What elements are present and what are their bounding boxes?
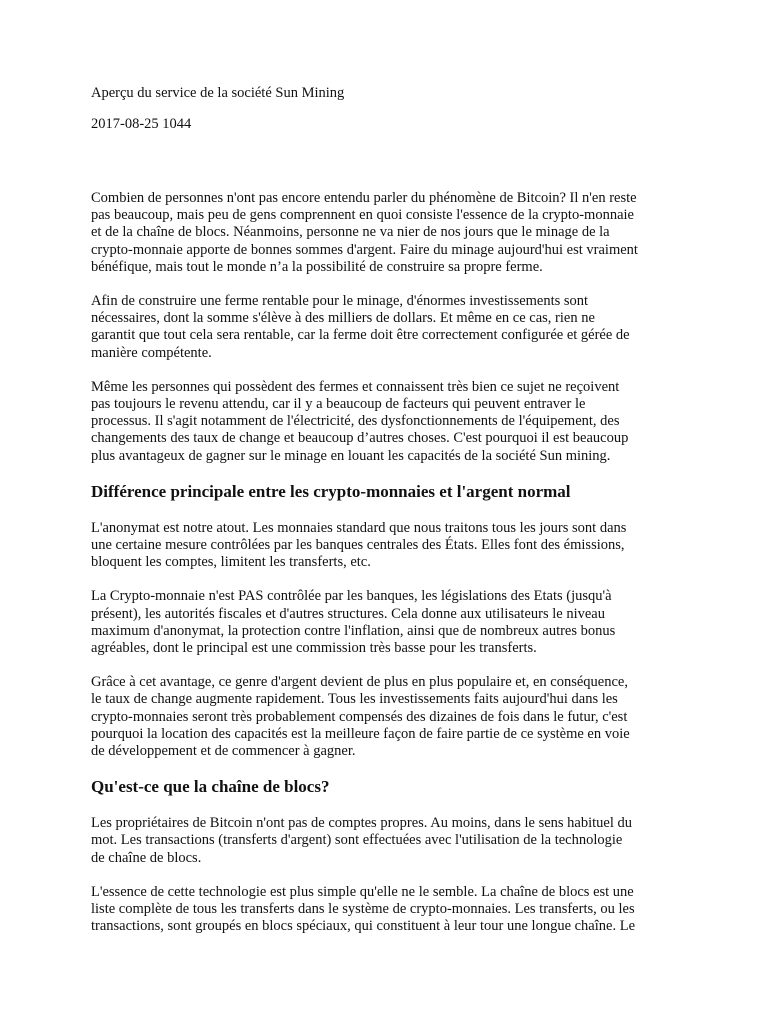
text-line: Combien de personnes n'ont pas encore entendu parler du phénomène de Bitcoin? Il n'en reste bbox=[91, 190, 637, 206]
text-line: processus. Il s'agit notamment de l'électricité, des dysfonctionnements de l'équipement, des bbox=[91, 413, 620, 430]
text-line: garantit que tout cela sera rentable, car la ferme doit être correctement configurée et gérée de bbox=[91, 327, 630, 344]
text-line: de développement et de commencer à gagner. bbox=[91, 743, 356, 760]
text-line: Grâce à cet avantage, ce genre d'argent devient de plus en plus populaire et, en conséquence, bbox=[91, 674, 628, 691]
text-line: crypto-monnaies seront très probablement compensés des dizaines de fois dans le futur, c'est bbox=[91, 708, 628, 725]
text-line: le taux de change augmente rapidement. Tous les investissements faits aujourd'hui dans les bbox=[91, 691, 618, 708]
paragraph-owners bbox=[91, 815, 681, 867]
text-line: crypto-monnaie apporte de bonnes sommes d'argent. Faire du minage aujourd'hui est vraiment bbox=[91, 241, 638, 258]
text-line: Afin de construire une ferme rentable pour le minage, d'énormes investissements sont bbox=[91, 293, 589, 310]
text-line: liste complète de tous les transferts dans le système de crypto-monnaies. Les transferts, ou les bbox=[91, 901, 635, 918]
text-line: changements des taux de change et beaucoup d’autres choses. C'est pourquoi il est beaucoup bbox=[91, 430, 629, 447]
text-line: agréables, dont le principal est une commission très basse pour les transferts. bbox=[91, 640, 537, 657]
text-line: L'essence de cette technologie est plus simple qu'elle ne le semble. La chaîne de blocs est une bbox=[91, 883, 634, 900]
text-line: nécessaires, dont la somme s'élève à des milliers de dollars. Et même en ce cas, rien ne bbox=[91, 310, 595, 327]
paragraph-investment bbox=[91, 293, 681, 362]
section-heading-blockchain: Qu'est-ce que la chaîne de blocs? bbox=[91, 777, 330, 797]
text-line: présent), les autorités fiscales et d'autres structures. Cela donne aux utilisateurs le niveau bbox=[91, 605, 605, 622]
document-page bbox=[91, 84, 681, 936]
text-line: maximum d'anonymat, la protection contre l'inflation, ainsi que de nombreux autres bonus bbox=[91, 622, 616, 639]
text-line: mot. Les transactions (transferts d'argent) sont effectuées avec l'utilisation de la technologie bbox=[91, 832, 623, 849]
text-line: transactions, sont groupés en blocs spéciaux, qui constituent à leur tour une longue chaîne. Le bbox=[91, 918, 636, 935]
document-title: Aperçu du service de la société Sun Mining bbox=[91, 85, 345, 101]
text-line: de chaîne de blocs. bbox=[91, 849, 202, 866]
paragraph-advantage bbox=[91, 674, 681, 760]
section-heading-difference: Différence principale entre les crypto-monnaies et l'argent normal bbox=[91, 481, 571, 501]
text-line: et de la chaîne de blocs. Néanmoins, personne ne va nier de nos jours que le minage de la bbox=[91, 224, 610, 241]
text-line: une certaine mesure contrôlées par les banques centrales des États. Elles font des émissions, bbox=[91, 537, 625, 554]
paragraph-revenue bbox=[91, 379, 681, 465]
text-line: bloquent les comptes, limitent les transferts, etc. bbox=[91, 554, 371, 571]
text-line: pas beaucoup, mais peu de gens comprennent en quoi consiste l'essence de la crypto-monnaie bbox=[91, 207, 634, 224]
text-line: manière compétente. bbox=[91, 344, 212, 361]
document-date: 2017-08-25 1044 bbox=[91, 116, 192, 132]
paragraph-anonymity bbox=[91, 520, 681, 572]
text-line: plus avantageux de gagner sur le minage en louant les capacités de la société Sun mining. bbox=[91, 447, 611, 464]
text-line: pourquoi la location des capacités est la meilleure façon de faire partie de ce système en voie bbox=[91, 725, 630, 742]
text-line: L'anonymat est notre atout. Les monnaies standard que nous traitons tous les jours sont dans bbox=[91, 519, 627, 536]
text-line: bénéfique, mais tout le monde n’a la possibilité de construire sa propre ferme. bbox=[91, 258, 543, 275]
text-line: La Crypto-monnaie n'est PAS contrôlée par les banques, les législations des Etats (jusqu'à bbox=[91, 588, 612, 605]
text-line: pas toujours le revenu attendu, car il y a beaucoup de facteurs qui peuvent entraver le bbox=[91, 396, 586, 413]
paragraph-crypto-control bbox=[91, 588, 681, 657]
paragraph-intro bbox=[91, 190, 681, 276]
text-line: Même les personnes qui possèdent des fermes et connaissent très bien ce sujet ne reçoivent bbox=[91, 378, 620, 395]
text-line: Les propriétaires de Bitcoin n'ont pas de comptes propres. Au moins, dans le sens habituel du bbox=[91, 815, 633, 832]
paragraph-essence bbox=[91, 884, 681, 936]
